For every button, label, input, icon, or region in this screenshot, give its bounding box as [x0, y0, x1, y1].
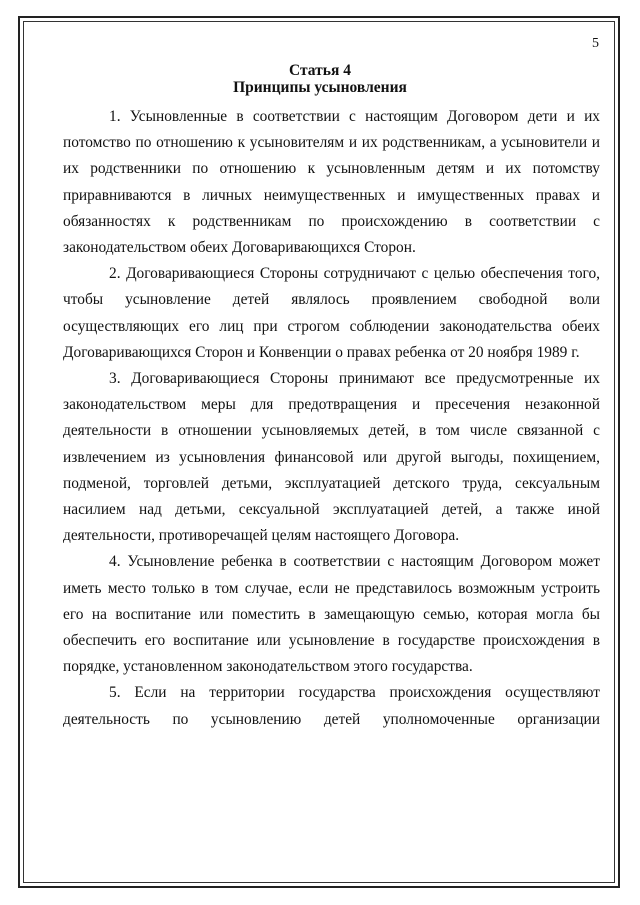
article-number: Статья 4	[289, 62, 351, 79]
page-number: 5	[592, 36, 599, 51]
paragraph-1: 1. Усыновленные в соответствии с настоящим Договором дети и их потомство по отношению к усыновителям и их родственникам, а усыновители и их родственники по отношению к усыновленным детям и их потомству приравниваются в личных неимущественных и имущественных правах и обязанностях к родственникам по происхождению в соответствии с законодательством обеих Договаривающихся Сторон.	[63, 108, 600, 257]
paragraph-5: 5. Если на территории государства происхождения осуществляют деятельность по усыновлению детей уполномоченные организации	[63, 684, 600, 728]
article-title: Принципы усыновления	[233, 79, 407, 96]
paragraph-3: 3. Договаривающиеся Стороны принимают все предусмотренные их законодательством меры для предотвращения и пресечения незаконной деятельности в отношении усыновляемых детей, в том числе связанной с извлечением из усыновления финансовой или другой выгоды, похищением, подменой, торговлей детьми, эксплуатацией детского труда, сексуальным насилием над детьми, сексуальной эксплуатацией детей, а также иной деятельности, противоречащей целям настоящего Договора.	[63, 370, 600, 545]
paragraph-2: 2. Договаривающиеся Стороны сотрудничают с целью обеспечения того, чтобы усыновление детей являлось проявлением свободной воли осуществляющих его лиц при строгом соблюдении законодательства обеих Договаривающихся Сторон и Конвенции о правах ребенка от 20 ноября 1989 г.	[63, 265, 600, 361]
paragraph-4: 4. Усыновление ребенка в соответствии с настоящим Договором может иметь место только в том случае, если не представилось возможным устроить его на воспитание или поместить в замещающую семью, которая могла бы обеспечить его воспитание или усыновление в государстве происхождения в порядке, установленном законодательством этого государства.	[63, 553, 600, 676]
article-body	[63, 104, 600, 733]
